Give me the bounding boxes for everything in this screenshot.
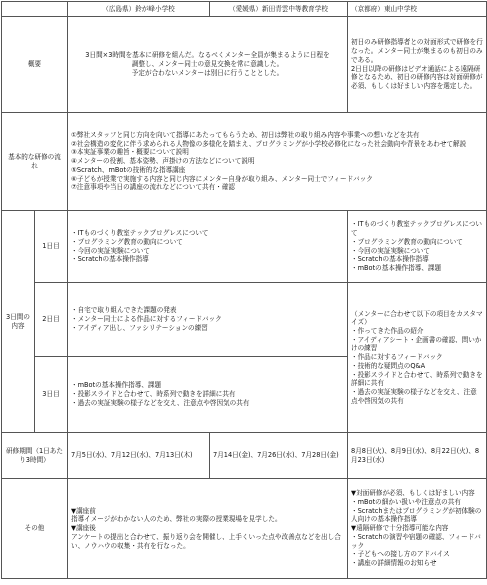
row-label-flow: 基本的な研修の流れ xyxy=(2,113,68,211)
day2-content-cell xyxy=(68,283,348,357)
other-higashiyama-line: ・Scratchの演習や宿題の確認、フィードバック xyxy=(351,532,481,550)
other-higashiyama-cell xyxy=(348,479,487,579)
day3-item: ・過去の実証実験の様子などを交え、注意点や啓因気の共有 xyxy=(71,398,250,407)
row-label-period: 研修期間（1日あたり3時間） xyxy=(2,433,68,479)
period-higashiyama: 8月8日(火)、8月9日(水)、8月22日(火)、8月23日(水) xyxy=(348,433,487,479)
other-higashiyama-line: ▼対面研修が必須、もしくは好ましい内容 xyxy=(351,489,475,498)
day2-item: ・メンター同士による作品に対するフィードバック xyxy=(71,315,222,324)
other-shared-line: ▼講座後 xyxy=(71,524,96,533)
day-label-1: 1日目 xyxy=(35,211,68,283)
training-table xyxy=(1,1,487,579)
day3-item: ・投影スライドと合わせて、時系列で動きを詳細に共有 xyxy=(71,390,236,399)
day1-higashiyama-item: ・mBotの基本操作指導、課題 xyxy=(351,263,442,272)
day1-item: ・ITものづくり教室テックプログレスについて xyxy=(71,229,209,238)
other-shared-cell xyxy=(68,479,348,579)
other-shared-line: ▼講座前 xyxy=(71,506,96,515)
overview-higashiyama-text: 初日のみ研修指導者との対面形式で研修を行なった。メンター同士が集まるのも初日のみである。 xyxy=(351,38,483,64)
overview-higashiyama-cell xyxy=(348,17,487,113)
header-corner-cell xyxy=(2,2,68,17)
flow-item: ⑤Scratch、mBotの技術的な指導講座 xyxy=(71,165,186,174)
day1-higashiyama-item: ・Scratchの基本操作指導 xyxy=(351,255,429,264)
day1-content-cell xyxy=(68,211,348,283)
overview-shared-line: 調整し、メンター同士の意見交換を常に意識した。 xyxy=(131,60,284,69)
day2-higashiyama-item: ・技術的な疑問点のQ&A xyxy=(351,361,426,370)
flow-item: ②社会構造の変化に伴う求められる人物像の多様化を踏まえ、プログラミングが小学校必修化になった社会動向や背景をあわせて解説 xyxy=(71,139,467,148)
flow-item: ④メンターの役割、基本姿勢、声掛けの方法などについて説明 xyxy=(71,157,255,166)
day2-item: ・アイディア出し、ファシリテーションの練習 xyxy=(71,323,208,332)
overview-shared-cell xyxy=(68,17,348,113)
other-higashiyama-line: ・Scratchまたはプログラミングが初体験の人向けの基本操作指導 xyxy=(351,506,482,524)
other-higashiyama-line: ・子どもへの接し方のアドバイス xyxy=(351,550,450,559)
day2-higashiyama-item: ・投影スライドと合わせて、時系列で動きを詳細に共有 xyxy=(351,370,483,388)
day2-higashiyama-item: ・過去の実証実験の様子などを交え、注意点や啓因気の共有 xyxy=(351,387,477,405)
period-suzugamine: 7月5日(水)、7月12日(水)、7月13日(木) xyxy=(68,433,210,479)
other-higashiyama-line: ・講座の詳細情報のお知らせ xyxy=(351,558,437,567)
flow-item: ⑥子どもが授業で実施する内容と同じ内容にメンター自身が取り組み、メンター同士でフィードバック xyxy=(71,174,373,183)
day2-higashiyama-item: （メンターに合わせて以下の項目をカスタマイズ） xyxy=(351,309,483,327)
day3-content-cell xyxy=(68,357,348,433)
overview-shared-line: 3日間×3時間を基本に研修を組んだ。なるべくメンター全員が集まるように日程を xyxy=(85,51,330,60)
day1-item: ・Scratchの基本操作指導 xyxy=(71,255,149,264)
day2-higashiyama-item: ・作ってきた作品の紹介 xyxy=(351,327,424,336)
other-shared-line: アンケートの提出と合わせて、振り返り会を開催し、上手くいった点や改善点などを出し合い、ノウハウの収集・共有を行なった。 xyxy=(71,532,341,550)
row-label-other: その他 xyxy=(2,479,68,579)
day2-higashiyama-item: ・作品に対するフィードバック xyxy=(351,353,443,362)
day2-item: ・自宅で取り組んできた課題の発表 xyxy=(71,306,177,315)
flow-item: ①弊社スタッフと同じ方向を向いて指導にあたってもらうため、初日は弊社の取り組み内容や事業への想いなどを共有 xyxy=(71,131,420,140)
overview-higashiyama-text: 2日目以降の研修はビデオ通話による遠隔研修となるため、初日の研修内容は対面研修が必須、もしくは好ましい内容を選定した。 xyxy=(351,64,483,90)
day-label-3: 3日目 xyxy=(35,357,68,433)
other-higashiyama-line: ▼遠隔研修で十分指導可能な内容 xyxy=(351,524,449,533)
period-nitta: 7月14日(金)、7月26日(水)、7月28日(金) xyxy=(210,433,348,479)
day1-higashiyama-cell xyxy=(348,211,487,283)
day2-higashiyama-item: ・アイディアシート・企画書の確認、問いかけの練習 xyxy=(351,335,482,353)
row-label-overview: 概要 xyxy=(2,17,68,113)
day1-item: ・プログラミング教育の動向について xyxy=(71,237,183,246)
day1-higashiyama-item: ・プログラミング教育の動向について xyxy=(351,237,463,246)
other-shared-line: 指導イメージがわかない人のため、弊社の実際の授業現場を見学した。 xyxy=(71,515,282,524)
day3-item: ・mBotの基本操作指導、課題 xyxy=(71,381,162,390)
row-label-three-days: 3日間の内容 xyxy=(2,211,35,433)
flow-item: ⑦注意事項や当日の講座の流れなどについて共有・確認 xyxy=(71,183,236,192)
column-header-higashiyama: （京都府）東山中学校 xyxy=(348,2,487,17)
column-header-suzugamine: （広島県）鈴が峰小学校 xyxy=(68,2,210,17)
day2-3-higashiyama-cell xyxy=(348,283,487,433)
day1-item: ・今回の実証実験について xyxy=(71,246,150,255)
day1-higashiyama-item: ・今回の実証実験について xyxy=(351,246,430,255)
other-higashiyama-line: ・mBotの細かい扱いや注意点の共有 xyxy=(351,498,461,507)
day1-higashiyama-item: ・ITものづくり教室テックプログレスについて xyxy=(351,220,482,238)
overview-shared-line: 予定が合わないメンターは別日に行うこととした。 xyxy=(131,68,284,77)
column-header-nitta: （愛媛県）新田青雲中等教育学校 xyxy=(210,2,348,17)
flow-item: ③本実証事業の趣旨・概要について説明 xyxy=(71,148,189,157)
day-label-2: 2日目 xyxy=(35,283,68,357)
flow-cell xyxy=(68,113,487,211)
